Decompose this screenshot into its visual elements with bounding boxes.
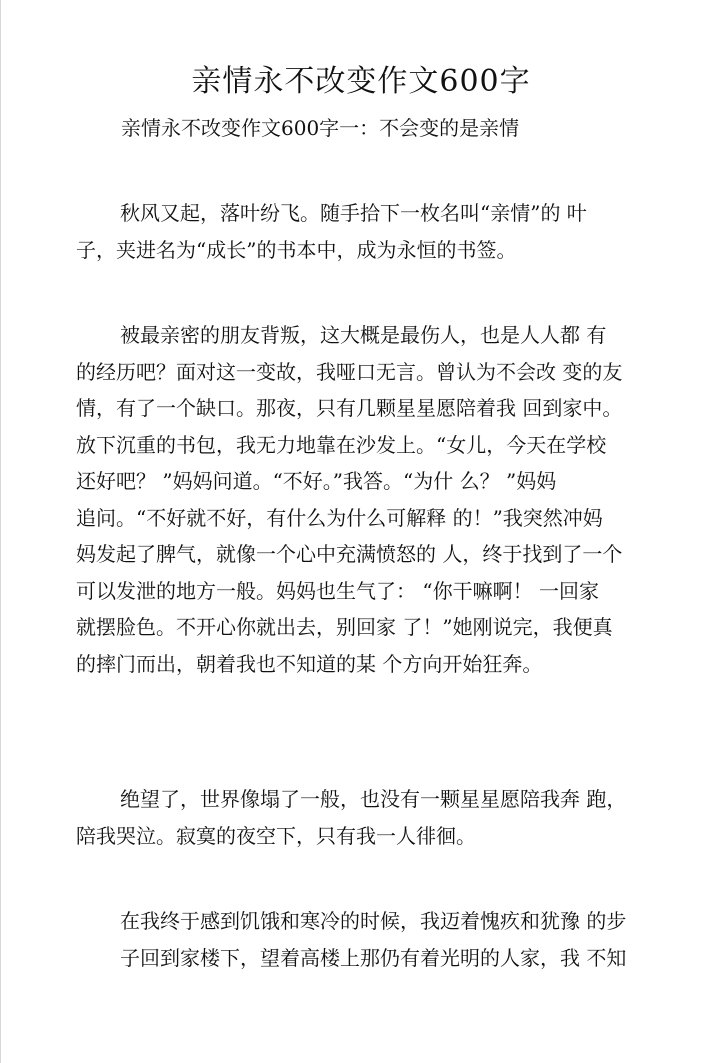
paragraph-line: 秋风又起，落叶纷飞。随手拾下一枚名叫“亲情”的 叶: [120, 201, 587, 225]
paragraph-line: 子回到家楼下，望着高楼上那仍有着光明的人家，我 不知: [120, 945, 627, 970]
paragraph-line: 可以发泄的地方一般。妈妈也生气了： “你干嘛啊！ 一回家: [76, 578, 599, 603]
document-title: 亲情永不改变作文600字: [191, 64, 531, 99]
paragraph-line: 追问。“不好就不好，有什么为什么可解释 的！”我突然冲妈: [76, 505, 603, 530]
paragraph-1: [76, 195, 656, 268]
paragraph-line: 放下沉重的书包，我无力地靠在沙发上。“女儿，今天在学校: [76, 432, 607, 457]
paragraph-line: 的摔门而出，朝着我也不知道的某 个方向开始狂奔。: [76, 651, 543, 676]
paragraph-line: 的经历吧？面对这一变故，我哑口无言。曾认为不会改 变的友: [76, 359, 623, 384]
paragraph-3: [76, 781, 656, 854]
paragraph-2: [76, 317, 656, 682]
paragraph-line: 被最亲密的朋友背叛，这大概是最伤人，也是人人都 有: [120, 323, 607, 347]
paragraph-line: 绝望了，世界像塌了一般，也没有一颗星星愿陪我奔 跑，: [120, 787, 627, 811]
paragraph-line: 妈发起了脾气，就像一个心中充满愤怒的 人，终于找到了一个: [76, 542, 623, 566]
paragraph-4: [76, 903, 656, 976]
document-subtitle: 亲情永不改变作文600字一：不会变的是亲情: [121, 116, 520, 140]
paragraph-line: 还好吧？ ”妈妈问道。“不好。”我答。“为什 么？ ”妈妈: [76, 469, 557, 493]
paragraph-line: 子，夹进名为“成长”的书本中，成为永恒的书签。: [76, 237, 517, 262]
paragraph-line: 就摆脸色。不开心你就出去，别回家 了！”她刚说完，我便真: [76, 615, 613, 639]
paragraph-line: 情，有了一个缺口。那夜，只有几颗星星愿陪着我 回到家中。: [76, 396, 623, 420]
paragraph-line: 陪我哭泣。寂寞的夜空下，只有我一人徘徊。: [76, 823, 476, 848]
paragraph-line: 在我终于感到饥饿和寒冷的时候，我迈着愧疚和犹豫 的步: [120, 909, 627, 933]
